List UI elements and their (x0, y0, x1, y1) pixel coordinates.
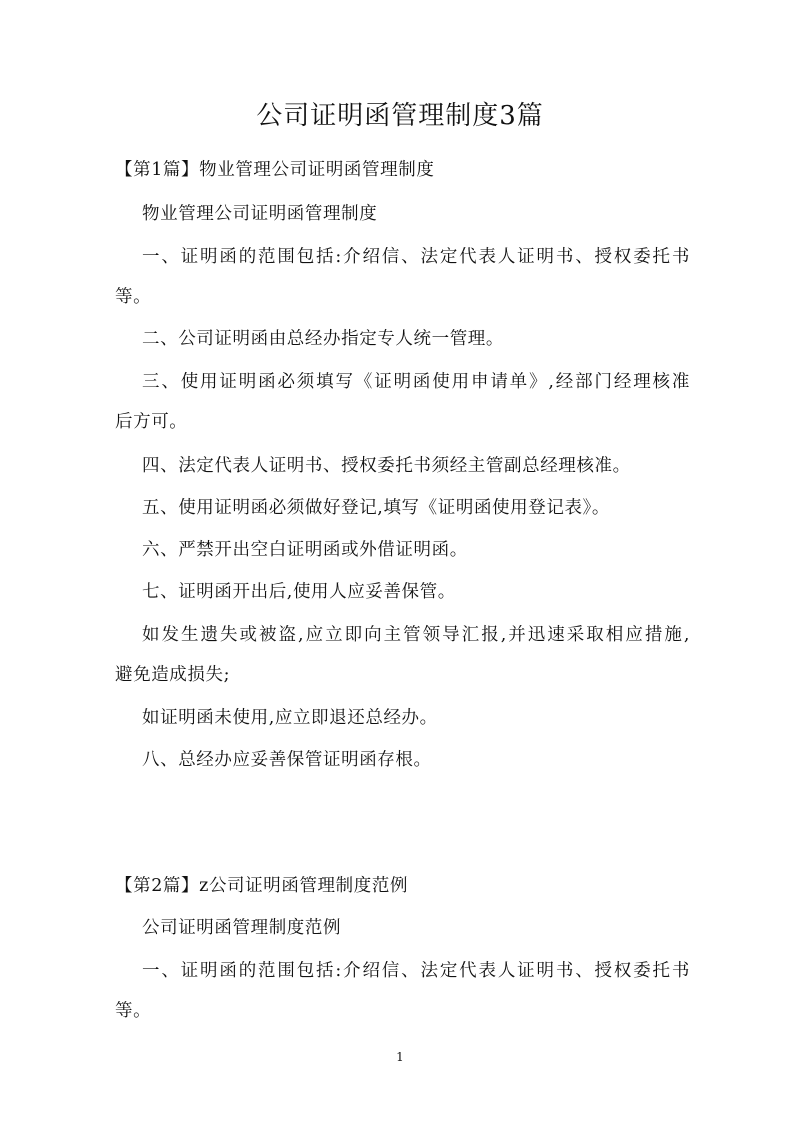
section-2-clause-1-line-1: 一、证明函的范围包括:介绍信、法定代表人证明书、授权委托书 (142, 961, 690, 981)
clause-3-line-2: 后方可。 (115, 412, 188, 432)
clause-5: 五、使用证明函必须做好登记,填写《证明函使用登记表》。 (142, 498, 611, 518)
clause-8: 八、总经办应妥善保管证明函存根。 (142, 750, 432, 770)
section-2-heading: 【第2篇】z公司证明函管理制度范例 (115, 876, 409, 896)
clause-2: 二、公司证明函由总经办指定专人统一管理。 (142, 329, 504, 349)
clause-6: 六、严禁开出空白证明函或外借证明函。 (142, 540, 468, 560)
note-1-line-2: 避免造成损失; (115, 665, 231, 685)
section-2-subtitle: 公司证明函管理制度范例 (142, 918, 342, 938)
clause-3-line-1: 三、使用证明函必须填写《证明函使用申请单》,经部门经理核准 (142, 372, 690, 392)
clause-4: 四、法定代表人证明书、授权委托书须经主管副总经理核准。 (142, 456, 631, 476)
clause-7: 七、证明函开出后,使用人应妥善保管。 (142, 582, 456, 602)
document-title: 公司证明函管理制度3篇 (256, 101, 544, 131)
note-1-line-1: 如发生遗失或被盗,应立即向主管领导汇报,并迅速采取相应措施, (142, 625, 690, 645)
section-1-heading: 【第1篇】物业管理公司证明函管理制度 (115, 160, 435, 180)
page-number: 1 (396, 1050, 404, 1064)
note-2: 如证明函未使用,应立即退还总经办。 (142, 708, 438, 728)
clause-1-line-1: 一、证明函的范围包括:介绍信、法定代表人证明书、授权委托书 (142, 247, 690, 267)
clause-1-line-2: 等。 (115, 287, 152, 307)
section-2-clause-1-line-2: 等。 (115, 1001, 152, 1021)
section-1-subtitle: 物业管理公司证明函管理制度 (142, 204, 378, 224)
